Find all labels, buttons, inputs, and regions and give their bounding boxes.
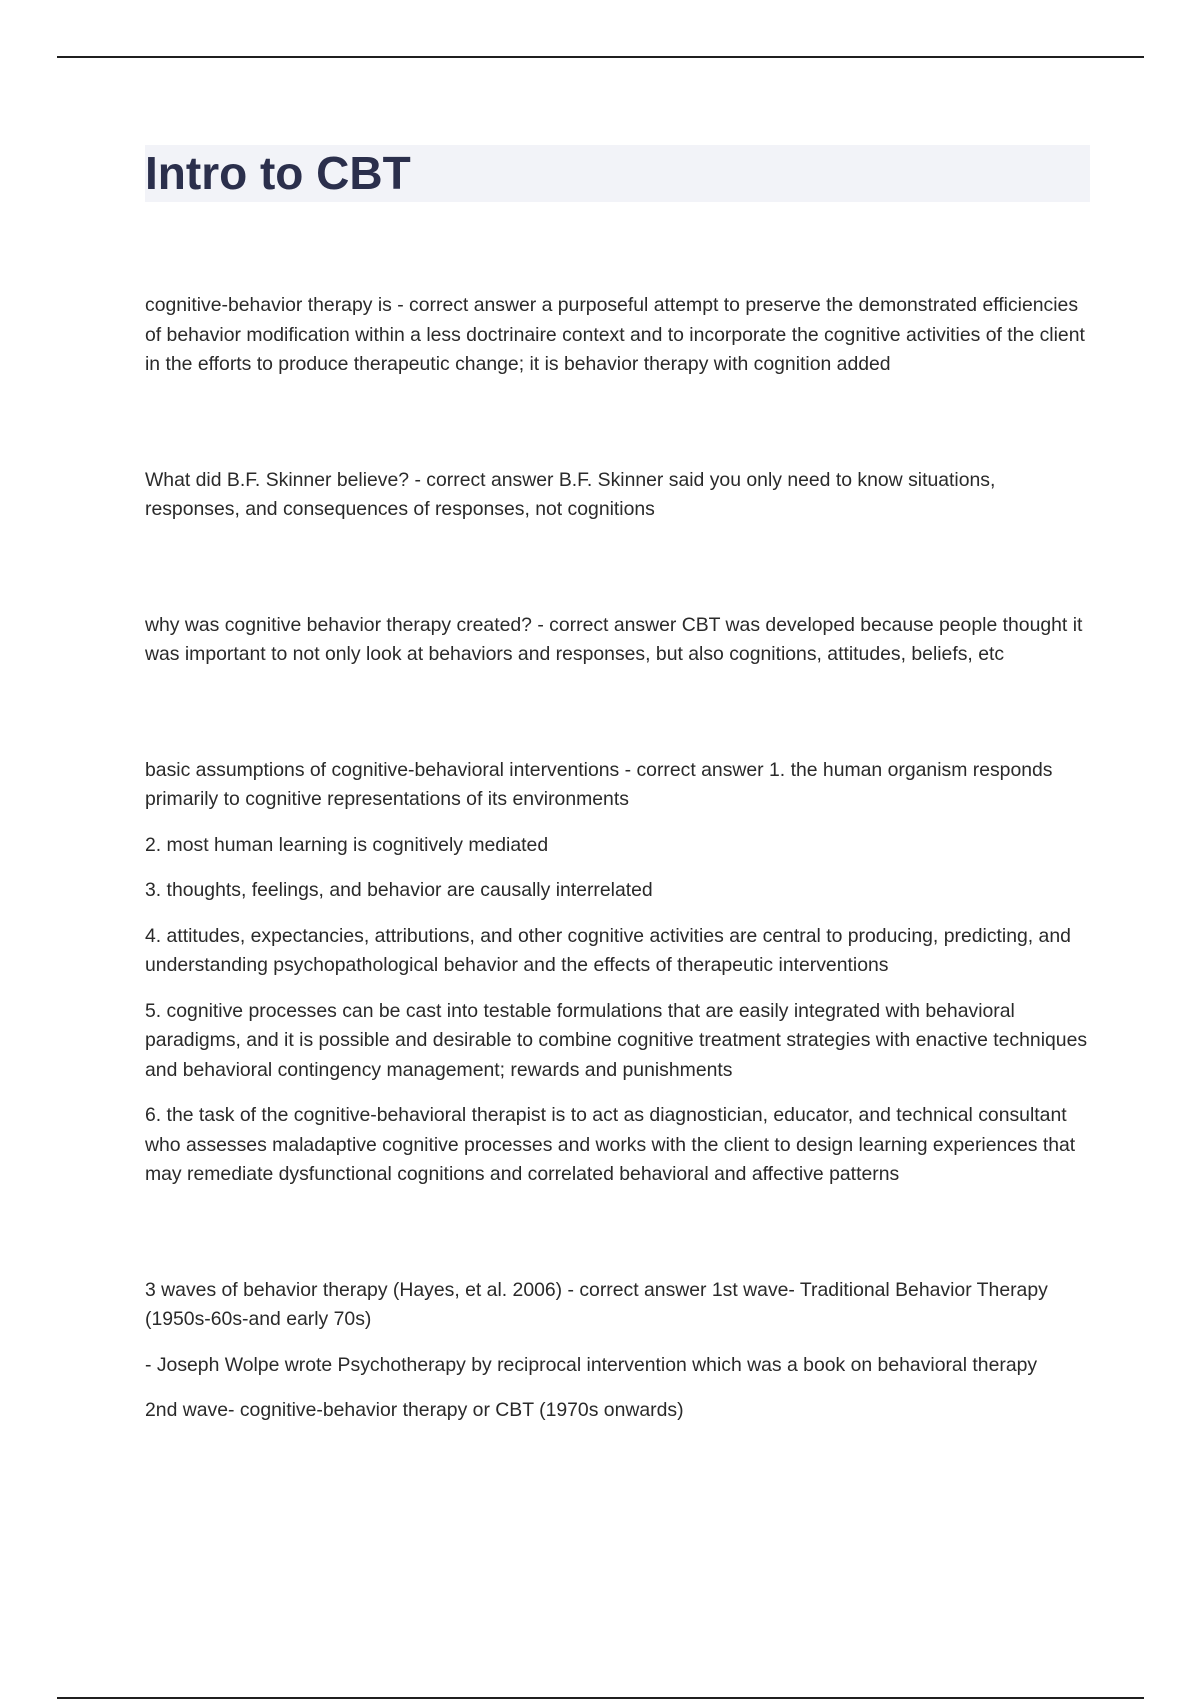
entry-paragraph: 2nd wave- cognitive-behavior therapy or CBT (1970s onwards) (145, 1399, 684, 1421)
qa-entry (145, 611, 1090, 670)
entry-paragraph: basic assumptions of cognitive-behavioral interventions - correct answer 1. the human organism responds primarily to cognitive representations of its environments (145, 758, 1053, 810)
entry-paragraph: - Joseph Wolpe wrote Psychotherapy by reciprocal intervention which was a book on behavioral therapy (145, 1353, 1038, 1376)
qa-entry (145, 291, 1090, 380)
qa-entry (145, 466, 1090, 525)
entry-paragraph: 3. thoughts, feelings, and behavior are causally interrelated (145, 879, 653, 901)
entry-paragraph: 6. the task of the cognitive-behavioral therapist is to act as diagnostician, educator, and technical consultant who assesses maladaptive cognitive processes and works with the client to design learning experiences that may remediate dysfunctional cognitions and correlated behavioral and affective patterns (145, 1104, 1076, 1185)
qa-entry (145, 1276, 1090, 1426)
page-title: Intro to CBT (145, 147, 411, 199)
bottom-rule (57, 1697, 1144, 1699)
top-rule (57, 56, 1144, 58)
entry-paragraph: why was cognitive behavior therapy created? - correct answer CBT was developed because people thought it was important to not only look at behaviors and responses, but also cognitions, attitudes, beliefs, etc (145, 613, 1083, 665)
entry-paragraph: 3 waves of behavior therapy (Hayes, et al. 2006) - correct answer 1st wave- Traditional Behavior Therapy (1950s-60s-and early 70s) (145, 1278, 1048, 1330)
document-body (145, 291, 1090, 1512)
qa-entry (145, 756, 1090, 1190)
entry-paragraph: 2. most human learning is cognitively mediated (145, 833, 549, 856)
title-banner (145, 145, 1090, 202)
entry-paragraph: 5. cognitive processes can be cast into testable formulations that are easily integrated with behavioral paradigms, and it is possible and desirable to combine cognitive treatment strategies with enactive techniques and behavioral contingency management; rewards and punishments (145, 999, 1088, 1081)
entry-paragraph: 4. attitudes, expectancies, attributions, and other cognitive activities are central to producing, predicting, and understanding psychopathological behavior and the effects of therapeutic interventions (145, 924, 1071, 976)
entry-paragraph: cognitive-behavior therapy is - correct answer a purposeful attempt to preserve the demonstrated efficiencies of behavior modification within a less doctrinaire context and to incorporate the cognitive activities of the client in the efforts to produce therapeutic change; it is behavior therapy with cognition added (145, 294, 1085, 375)
entry-paragraph: What did B.F. Skinner believe? - correct answer B.F. Skinner said you only need to know situations, responses, and consequences of responses, not cognitions (145, 468, 996, 520)
